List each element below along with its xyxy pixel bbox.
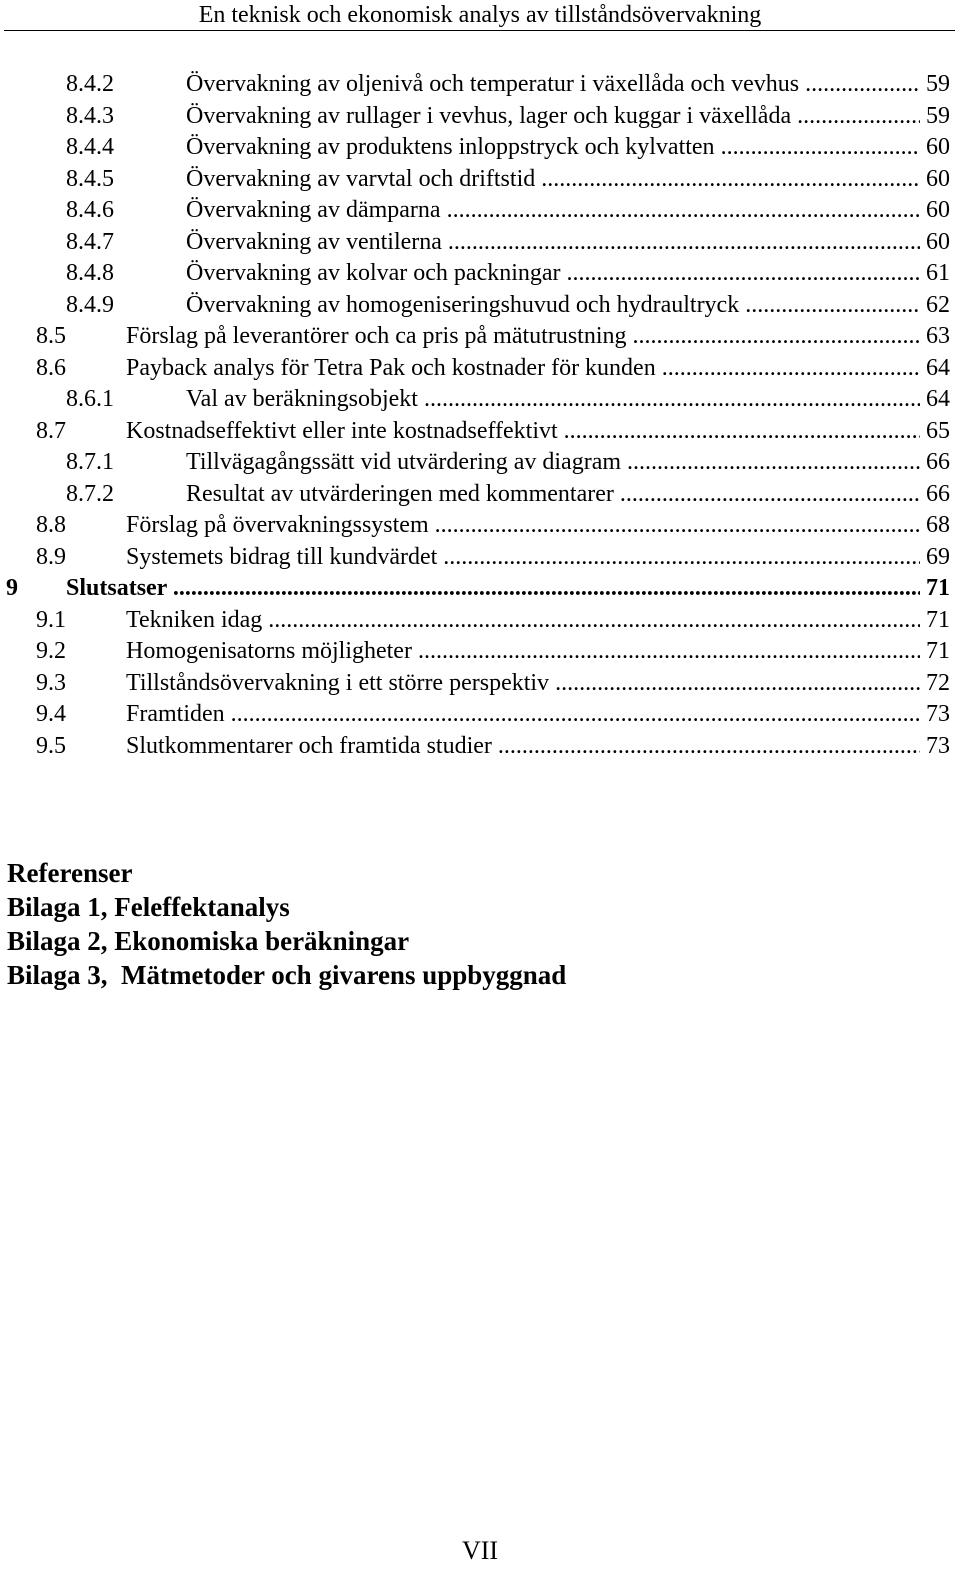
- toc-entry-title: Övervakning av oljenivå och temperatur i växellåda och vevhus .....: [186, 68, 920, 100]
- toc-entry-title: Systemets bidrag till kundvärdet .....: [126, 541, 920, 573]
- toc-entry-number: 9.5: [36, 732, 66, 759]
- toc-entry-page: 61: [926, 260, 950, 286]
- toc-entry-title: Framtiden .....: [126, 698, 920, 730]
- toc-entry[interactable]: [0, 604, 960, 636]
- toc-entry-title: Förslag på övervakningssystem .....: [126, 509, 920, 541]
- toc-entry-page: 60: [926, 197, 950, 223]
- toc-entry[interactable]: [0, 226, 960, 258]
- toc-entry[interactable]: [0, 68, 960, 100]
- toc-entry-title: Kostnadseffektivt eller inte kostnadseffektivt .....: [126, 415, 920, 447]
- toc-entry-title: Övervakning av homogeniseringshuvud och hydraultryck .....: [186, 289, 920, 321]
- appendix-bilaga-3: Bilaga 3, Mätmetoder och givarens uppbyggnad: [7, 960, 567, 990]
- header-rule: [4, 30, 955, 31]
- toc-entry-number: 8.4.7: [66, 228, 114, 255]
- toc-entry-page: 60: [926, 165, 950, 192]
- toc-entry-page: 62: [926, 291, 950, 318]
- toc-entry-title: Tillståndsövervakning i ett större perspektiv .....: [126, 667, 920, 699]
- toc-entry-page: 66: [926, 480, 950, 507]
- appendix-bilaga-1: Bilaga 1, Feleffektanalys: [7, 892, 290, 922]
- toc-entry-number: 8.4.3: [66, 102, 114, 129]
- toc-entry-page: 63: [926, 323, 950, 349]
- toc-entry[interactable]: [0, 383, 960, 415]
- toc-entry-page: 64: [926, 354, 950, 381]
- toc-entry-number: 8.6.1: [66, 386, 114, 412]
- appendix-list: [7, 856, 566, 992]
- toc-entry[interactable]: [0, 478, 960, 510]
- toc-entry[interactable]: [0, 667, 960, 699]
- toc-entry-page: 71: [926, 638, 950, 664]
- toc-entry-page: 71: [926, 575, 950, 601]
- toc-entry-page: 65: [926, 417, 950, 444]
- toc-entry[interactable]: [0, 163, 960, 195]
- toc-entry-page: 59: [926, 71, 950, 97]
- toc-entry-title: Slutkommentarer och framtida studier .....: [126, 730, 920, 762]
- toc-entry-title: Tekniken idag .....: [126, 604, 920, 636]
- toc-entry-page: 73: [926, 701, 950, 727]
- toc-entry-title: Resultat av utvärderingen med kommentarer .....: [186, 478, 920, 510]
- appendix-bilaga-2: Bilaga 2, Ekonomiska beräkningar: [7, 926, 410, 956]
- toc-entry[interactable]: [0, 415, 960, 447]
- toc-entry-page: 59: [926, 102, 950, 129]
- toc-entry-page: 68: [926, 512, 950, 538]
- toc-entry-number: 9.1: [36, 606, 66, 633]
- toc-entry[interactable]: [0, 194, 960, 226]
- toc-entry-number: 8.4.8: [66, 260, 114, 286]
- toc-entry-title: Val av beräkningsobjekt .....: [186, 383, 920, 415]
- toc-entry[interactable]: [0, 730, 960, 762]
- toc-entry-title: Övervakning av ventilerna .....: [186, 226, 920, 258]
- toc-entry[interactable]: [0, 446, 960, 478]
- toc-entry-number: 8.7.1: [66, 449, 114, 475]
- toc-entry-page: 72: [926, 669, 950, 696]
- toc-entry-page: 66: [926, 449, 950, 475]
- appendix-references: Referenser: [7, 858, 133, 888]
- toc-entry[interactable]: [0, 100, 960, 132]
- toc-entry-number: 8.7.2: [66, 480, 114, 507]
- toc-entry-title: Övervakning av produktens inloppstryck och kylvatten .....: [186, 131, 920, 163]
- toc-entry-page: 71: [926, 606, 950, 633]
- toc-entry-page: 69: [926, 543, 950, 570]
- toc-entry[interactable]: [0, 352, 960, 384]
- toc-entry-number: 8.8: [36, 512, 66, 538]
- header-title: En teknisk och ekonomisk analys av tillståndsövervakning: [198, 2, 762, 28]
- toc-entry[interactable]: [0, 257, 960, 289]
- toc-entry[interactable]: [0, 509, 960, 541]
- toc-entry[interactable]: [0, 698, 960, 730]
- page-number: VII: [461, 1536, 499, 1565]
- toc-entry-page: 60: [926, 228, 950, 255]
- page-header: [0, 0, 960, 32]
- toc-entry-title: Payback analys för Tetra Pak och kostnader för kunden .....: [126, 352, 920, 384]
- toc-entry-number: 9: [6, 575, 18, 601]
- toc-entry[interactable]: [0, 635, 960, 667]
- toc-entry[interactable]: [0, 541, 960, 573]
- table-of-contents: [0, 68, 960, 761]
- toc-entry-number: 8.5: [36, 323, 66, 349]
- toc-entry-title: Övervakning av kolvar och packningar .....: [186, 257, 920, 289]
- toc-entry-title: Förslag på leverantörer och ca pris på mätutrustning .....: [126, 320, 920, 352]
- toc-entry[interactable]: [0, 131, 960, 163]
- toc-entry-number: 8.6: [36, 354, 66, 381]
- toc-entry-number: 8.4.6: [66, 197, 114, 223]
- toc-entry-title: Övervakning av varvtal och driftstid .....: [186, 163, 920, 195]
- toc-entry-number: 8.4.9: [66, 291, 114, 318]
- toc-entry[interactable]: [0, 572, 960, 604]
- toc-entry-page: 73: [926, 732, 950, 759]
- toc-entry-title: Övervakning av dämparna .....: [186, 194, 920, 226]
- toc-entry-number: 8.7: [36, 417, 66, 444]
- toc-entry-page: 60: [926, 134, 950, 160]
- toc-entry-number: 8.4.4: [66, 134, 114, 160]
- toc-entry-title: Homogenisatorns möjligheter .....: [126, 635, 920, 667]
- toc-entry[interactable]: [0, 320, 960, 352]
- toc-entry-title: Tillvägagångssätt vid utvärdering av diagram .....: [186, 446, 920, 478]
- toc-entry-title: Övervakning av rullager i vevhus, lager och kuggar i växellåda .....: [186, 100, 920, 132]
- toc-entry-number: 8.4.2: [66, 71, 114, 97]
- toc-entry-number: 9.3: [36, 669, 66, 696]
- toc-entry-number: 8.4.5: [66, 165, 114, 192]
- toc-entry-number: 8.9: [36, 543, 66, 570]
- toc-entry-number: 9.4: [36, 701, 66, 727]
- toc-entry-page: 64: [926, 386, 950, 412]
- toc-entry[interactable]: [0, 289, 960, 321]
- toc-entry-number: 9.2: [36, 638, 66, 664]
- toc-entry-title: Slutsatser .....: [66, 572, 920, 604]
